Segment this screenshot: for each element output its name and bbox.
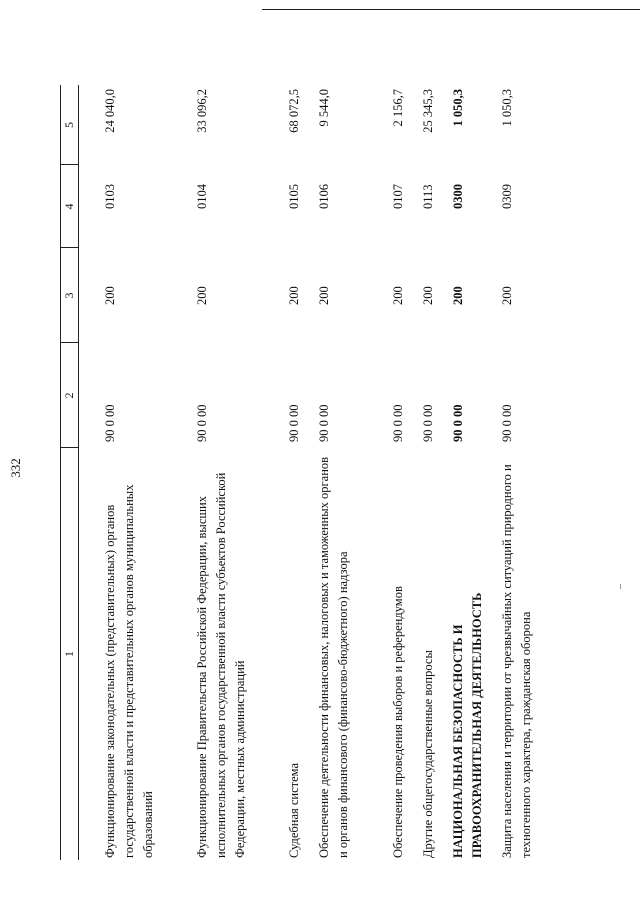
- row-name: Другие общегосударственные вопросы: [421, 650, 435, 858]
- row-amount: 24 040,0: [103, 89, 117, 133]
- row-kind: 200: [287, 286, 301, 305]
- row-section: 0103: [103, 184, 117, 209]
- row-name: Функционирование Правительства Российской Федерации, высших исполнительных органов государственной власти субъектов Российской Федерации, местных администраций: [195, 472, 247, 858]
- row-section: 0104: [195, 184, 209, 209]
- column-header-3: 3: [62, 292, 76, 299]
- row-kind: 200: [317, 286, 331, 305]
- table-header-rule: [78, 85, 79, 860]
- row-name: Судебная система: [287, 762, 301, 858]
- row-name: Обеспечение проведения выборов и референдумов: [391, 586, 405, 858]
- budget-table: [60, 85, 580, 860]
- row-section: 0105: [287, 184, 301, 209]
- row-amount: 2 156,7: [391, 89, 405, 127]
- row-target: 90 0 00: [287, 404, 301, 442]
- stray-mark: [620, 584, 621, 589]
- row-target: 90 0 00: [103, 404, 117, 442]
- row-target: 90 0 00: [391, 404, 405, 442]
- row-kind: 200: [500, 286, 514, 305]
- row-kind: 200: [195, 286, 209, 305]
- row-name: Обеспечение деятельности финансовых, налоговых и таможенных органов и органов финансового (финансово-бюджетного) надзора: [317, 456, 350, 858]
- row-kind: 200: [103, 286, 117, 305]
- row-target: 90 0 00: [421, 404, 435, 442]
- top-rule: [262, 9, 640, 10]
- row-kind: 200: [391, 286, 405, 305]
- row-name: НАЦИОНАЛЬНАЯ БЕЗОПАСНОСТЬ И ПРАВООХРАНИТЕЛЬНАЯ ДЕЯТЕЛЬНОСТЬ: [451, 592, 484, 858]
- row-target: 90 0 00: [451, 404, 465, 442]
- row-section: 0106: [317, 184, 331, 209]
- row-target: 90 0 00: [195, 404, 209, 442]
- page-number: 332: [8, 458, 23, 478]
- column-header-4: 4: [62, 203, 76, 210]
- row-section: 0309: [500, 184, 514, 209]
- row-section: 0113: [421, 184, 435, 209]
- row-amount: 25 345,3: [421, 89, 435, 133]
- row-section: 0300: [451, 184, 465, 209]
- column-header-2: 2: [62, 392, 76, 399]
- row-target: 90 0 00: [317, 404, 331, 442]
- row-kind: 200: [421, 286, 435, 305]
- row-section: 0107: [391, 184, 405, 209]
- row-target: 90 0 00: [500, 404, 514, 442]
- row-name: Функционирование законодательных (представительных) органов государственной власти и представительных органов муниципальных образований: [103, 484, 155, 858]
- row-amount: 68 072,5: [287, 89, 301, 133]
- column-header-1: 1: [62, 651, 76, 657]
- column-header-5: 5: [62, 122, 76, 128]
- row-amount: 9 544,0: [317, 89, 331, 127]
- row-amount: 1 050,3: [500, 89, 514, 127]
- row-kind: 200: [451, 286, 465, 305]
- row-name: Защита населения и территории от чрезвычайных ситуаций природного и техногенного характера, гражданская оборона: [500, 464, 533, 858]
- row-amount: 1 050,3: [451, 89, 465, 127]
- row-amount: 33 096,2: [195, 89, 209, 133]
